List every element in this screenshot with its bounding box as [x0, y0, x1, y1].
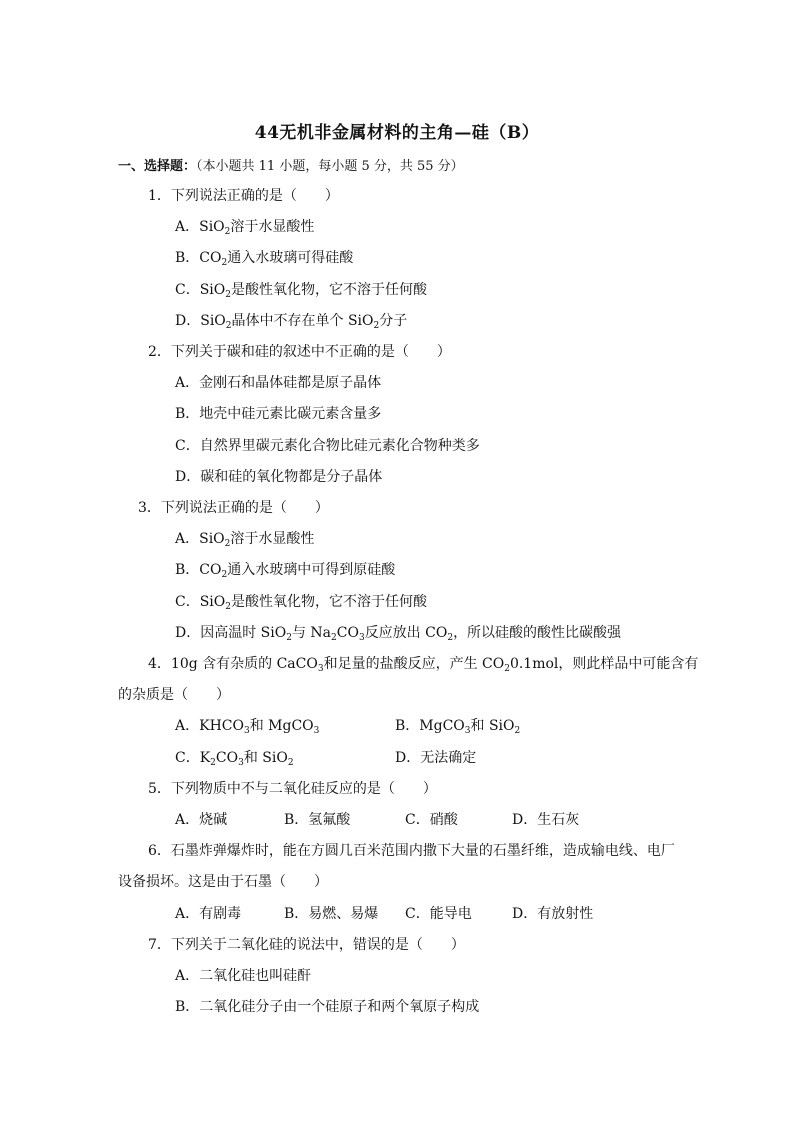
q7-option-a: A．二氧化硅也叫硅酐 [175, 968, 312, 984]
q3-option-b: B．$CO_2$通入水玻璃中可得到原硅酸 [175, 562, 396, 580]
q5-option-b: B．氢氟酸 [284, 812, 351, 828]
q2-stem: 2．下列关于碳和硅的叙述中不正确的是（ ） [148, 344, 451, 360]
q7-option-b: B．二氧化硅分子由一个硅原子和两个氧原子构成 [175, 999, 480, 1015]
q1-option-d: D．SiO$_2$晶体中不存在单个 SiO$_2$分子 [175, 313, 408, 331]
section-heading [118, 155, 464, 174]
q5-option-a: A．烧碱 [175, 812, 228, 828]
section-note: （本小题共 11 小题，每小题 5 分，共 55 分） [196, 159, 464, 174]
q7-stem: 7．下列关于二氧化硅的说法中，错误的是（ ） [148, 937, 465, 953]
q6-stem-continued: 设备损坏。这是由于石墨（ ） [118, 874, 328, 890]
q4-option-d: D．无法确定 [395, 750, 477, 766]
q6-option-a: A．有剧毒 [175, 906, 242, 922]
q4-option-a: A．$KHCO_3$和 MgCO$_3$ [175, 718, 320, 736]
q4-option-b: B．MgCO$_3$和 SiO$_2$ [395, 718, 521, 736]
q4-stem-continued: 的杂质是（ ） [118, 687, 230, 703]
q1-option-c: C．SiO$_2$是酸性氧化物，它不溶于任何酸 [175, 282, 427, 300]
q1-option-b: B．$CO_2$通入水玻璃可得硅酸 [175, 250, 354, 268]
q2-option-c: C．自然界里碳元素化合物比硅元素化合物种类多 [175, 438, 480, 454]
q5-stem: 5．下列物质中不与二氧化硅反应的是（ ） [148, 781, 437, 797]
q3-stem: 3．下列说法正确的是（ ） [138, 500, 329, 516]
q2-option-a: A．金刚石和晶体硅都是原子晶体 [175, 375, 382, 391]
q5-option-d: D．生石灰 [512, 812, 580, 828]
q5-option-c: C．硝酸 [405, 812, 458, 828]
q6-option-d: D．有放射性 [512, 906, 594, 922]
q2-option-d: D．碳和硅的氧化物都是分子晶体 [175, 469, 383, 485]
q6-option-c: C．能导电 [405, 906, 472, 922]
page-title: 44无机非金属材料的主角—硅（B） [254, 123, 540, 143]
q1-option-a: A．SiO$_2$溶于水显酸性 [175, 219, 315, 237]
q6-option-b: B．易燃、易爆 [284, 906, 379, 922]
q4-stem: 4．10g 含有杂质的 CaCO$_3$和足量的盐酸反应，产生 $CO_20.1mol$，则此样品中可能含有 [148, 656, 699, 674]
q3-option-a: A．SiO$_2$溶于水显酸性 [175, 531, 315, 549]
q3-option-d: D．因高温时 SiO$_2$与 $Na_2CO_3$反应放出 $CO_2$，所以硅酸的酸性比碳酸强 [175, 625, 622, 643]
q1-stem: 1．下列说法正确的是（ ） [148, 188, 339, 204]
q4-option-c: C．$K_2CO_3$和 SiO$_2$ [175, 750, 294, 768]
q6-stem: 6．石墨炸弹爆炸时，能在方圆几百米范围内撒下大量的石墨纤维，造成输电线、电厂 [148, 843, 675, 859]
q3-option-c: C．SiO$_2$是酸性氧化物，它不溶于任何酸 [175, 594, 427, 612]
section-label: 一、选择题： [118, 159, 197, 174]
q2-option-b: B．地壳中硅元素比碳元素含量多 [175, 406, 382, 422]
